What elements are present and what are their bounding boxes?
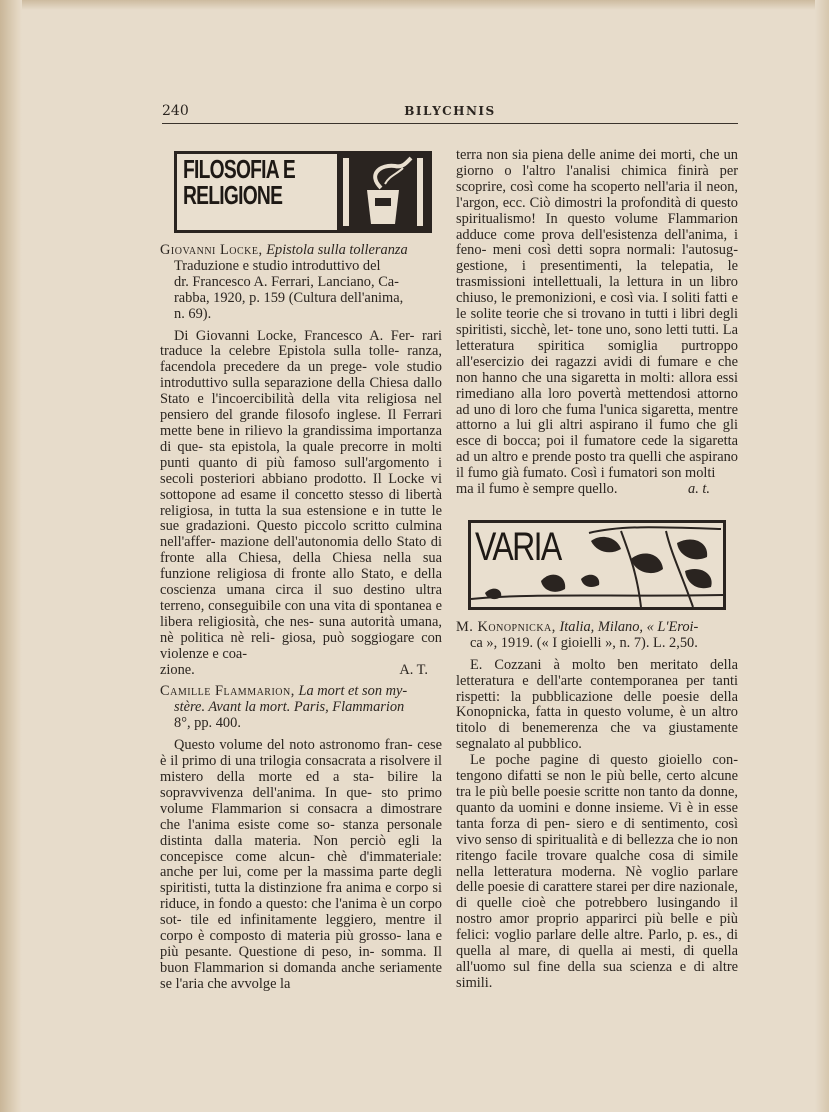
entry-author: Giovanni Locke, <box>160 242 263 258</box>
reviewer-initials: A. T. <box>399 661 428 678</box>
journal-title: BILYCHNIS <box>404 104 496 118</box>
running-head <box>162 103 738 124</box>
review-paragraph: Di Giovanni Locke, Francesco A. Fer- rari traduce la celebre Epistola sulla tolle- ranza, facendola precedere da un prege- vole studio introduttivo sulla separazione della Chiesa dallo Stato e l'incoercibilità della vita religiosa nel pensiero del grande filosofo inglese. Il Ferrari mette bene in rilievo la grandissima importanza di que- sta epistola, la quale precorre in molti punti quanto di più famoso sull'argomento i secoli posteriori abbiano prodotto. Il Locke vi sottopone ad esame il concetto stesso di libertà religiosa, in tutta la sua estensione e in tutte le sue gradazioni. Questo piccolo scritto culmina nell'affer- mazione dell'autonomia dello Stato di fronte alla Chiesa, della Chiesa nella sua funzione religiosa di fronte allo Stato, e della coscienza umana circa il suo destino ultra terreno, conseguibile con una vita di spontanea e libera religiosità, che nes- suna autorità umana, nè politica nè reli- giosa, può soggiogare con violenze e coa- <box>160 327 442 662</box>
review-signature-line: zione. A. T. <box>160 663 442 679</box>
section-title: VARIA <box>475 524 561 569</box>
bibliographic-entry-locke: Giovanni Locke, Epistola sulla tolleranza Traduzione e studio introduttivo del dr. Francesco A. Ferrari, Lanciano, Ca- rabba, 1920, p. 159 (Cultura dell'anima, n. 69). <box>160 242 408 322</box>
review-paragraph-continued: terra non sia piena delle anime dei morti, che un giorno o l'altro l'analisi chimica finirà per scoprire, così come ha scoperto nell'aria il neon, l'argon, ecc. Ciò dimostri la profondità di questo spiritualismo! In questo volume Flammarion adduce come prova dell'esistenza dell'anima, i feno- meni così detti sopra normali: l'autosug- gestione, i presentimenti, la telepatia, le trasmissioni intellettuali, la lettura in un libro chiuso, le premonizioni, e così via. I soliti fatti e le solite teorie che si trovano in tutti i libri degli spiritisti, sicchè, let- tone uno, sono letti tutti. La letteratura spiritica somiglia purtroppo all'esercizio dei ragazzi avidi di fumare e che non hanno che una sigaretta in molti: allora essi rimediano alla loro povertà mettendosi attorno ad uno di loro che fuma l'unica sigaretta, mentre attorno a lui gli altri aspirano il fumo che gli esce di bocca; poi il fumatore cede la sigaretta ad un altro e prende posto tra quelli che aspirano il fumo già fumato. Così i fumatori son molti <box>456 147 739 482</box>
page-edge <box>815 0 829 1112</box>
review-paragraph: Le poche pagine di questo gioiello con- tengono difatti se non le più belle, certo alcune tra le più belle poesie scritte non tanto da donne, quanto da uomini e donne insieme. Vi è in esse tanta forza di pen- siero e di sentimento, così vivo senso di spiritualità e di bellezza che io non ritengo facile trovare qualche cosa di simile nella letteratura moderna. Nè voglio parlare delle poesie di carattere starei per dire nazionale, di quelle cioè che potrebbero lusingando il nostro amor proprio apparirci più belle e più felici: voglio parlare delle altre. Parlo, p. es., di quella al mare, di quella ai mesti, di quella all'uomo sul fine della sua scienza e di altre simili. <box>456 752 739 991</box>
page-binding-edge <box>0 0 22 1112</box>
review-paragraph: Questo volume del noto astronomo fran- cese è il primo di una trilogia consacrata a risolvere il mistero della morte ed a sta- bilire la sopravvivenza dell'anima. In que- sto primo volume Flammarion si consacra a dimostrare che l'anima esiste come so- stanza personale distinta dalla materia. Non perciò egli la concepisce come alcun- chè d'immateriale: anche per lui, come per la massima parte degli spiritisti, tutta la distinzione fra anima e corpo si riduce, in fondo a questo: che l'anima è un corpo sot- tile ed infinitamente leggiero, mentre il corpo è composto di materia più grosso- lana e più pesante. Questione di peso, in- somma. Il buon Flammarion si domanda anche seriamente se l'aria che avvolge la <box>160 737 443 992</box>
entry-author: M. Konopnicka, <box>456 618 556 635</box>
page-number: 240 <box>162 103 189 119</box>
section-title: FILOSOFIA E RELIGIONE <box>183 154 295 210</box>
entry-author: Camille Flammarion, <box>160 683 295 700</box>
page-edge <box>0 0 829 10</box>
left-column <box>160 148 442 993</box>
lamp-illustration <box>337 154 429 230</box>
bibliographic-entry-flammarion: Camille Flammarion, La mort et son my- stère. Avant la mort. Paris, Flammarion 8°, pp. 400. <box>160 683 408 732</box>
bibliographic-entry-konopnicka: M. Konopnicka, Italia, Milano, « L'Eroi- ca », 1919. (« I gioielli », n. 7). L. 2,50. <box>456 618 699 651</box>
right-column <box>456 148 738 992</box>
section-banner-filosofia-religione <box>174 151 432 233</box>
review-signature-line: ma il fumo è sempre quello. a. t. <box>456 482 738 498</box>
reviewer-initials: a. t. <box>688 481 710 498</box>
section-banner-varia <box>468 520 726 610</box>
review-paragraph: E. Cozzani à molto ben meritato della letteratura e dell'arte contemporanea per tanti rispetti: la pubblicazione delle poesie della Konopnicka, fatta in questo volume, è un altro titolo di benemerenza che va giustamente segnalato al pubblico. <box>456 656 739 753</box>
